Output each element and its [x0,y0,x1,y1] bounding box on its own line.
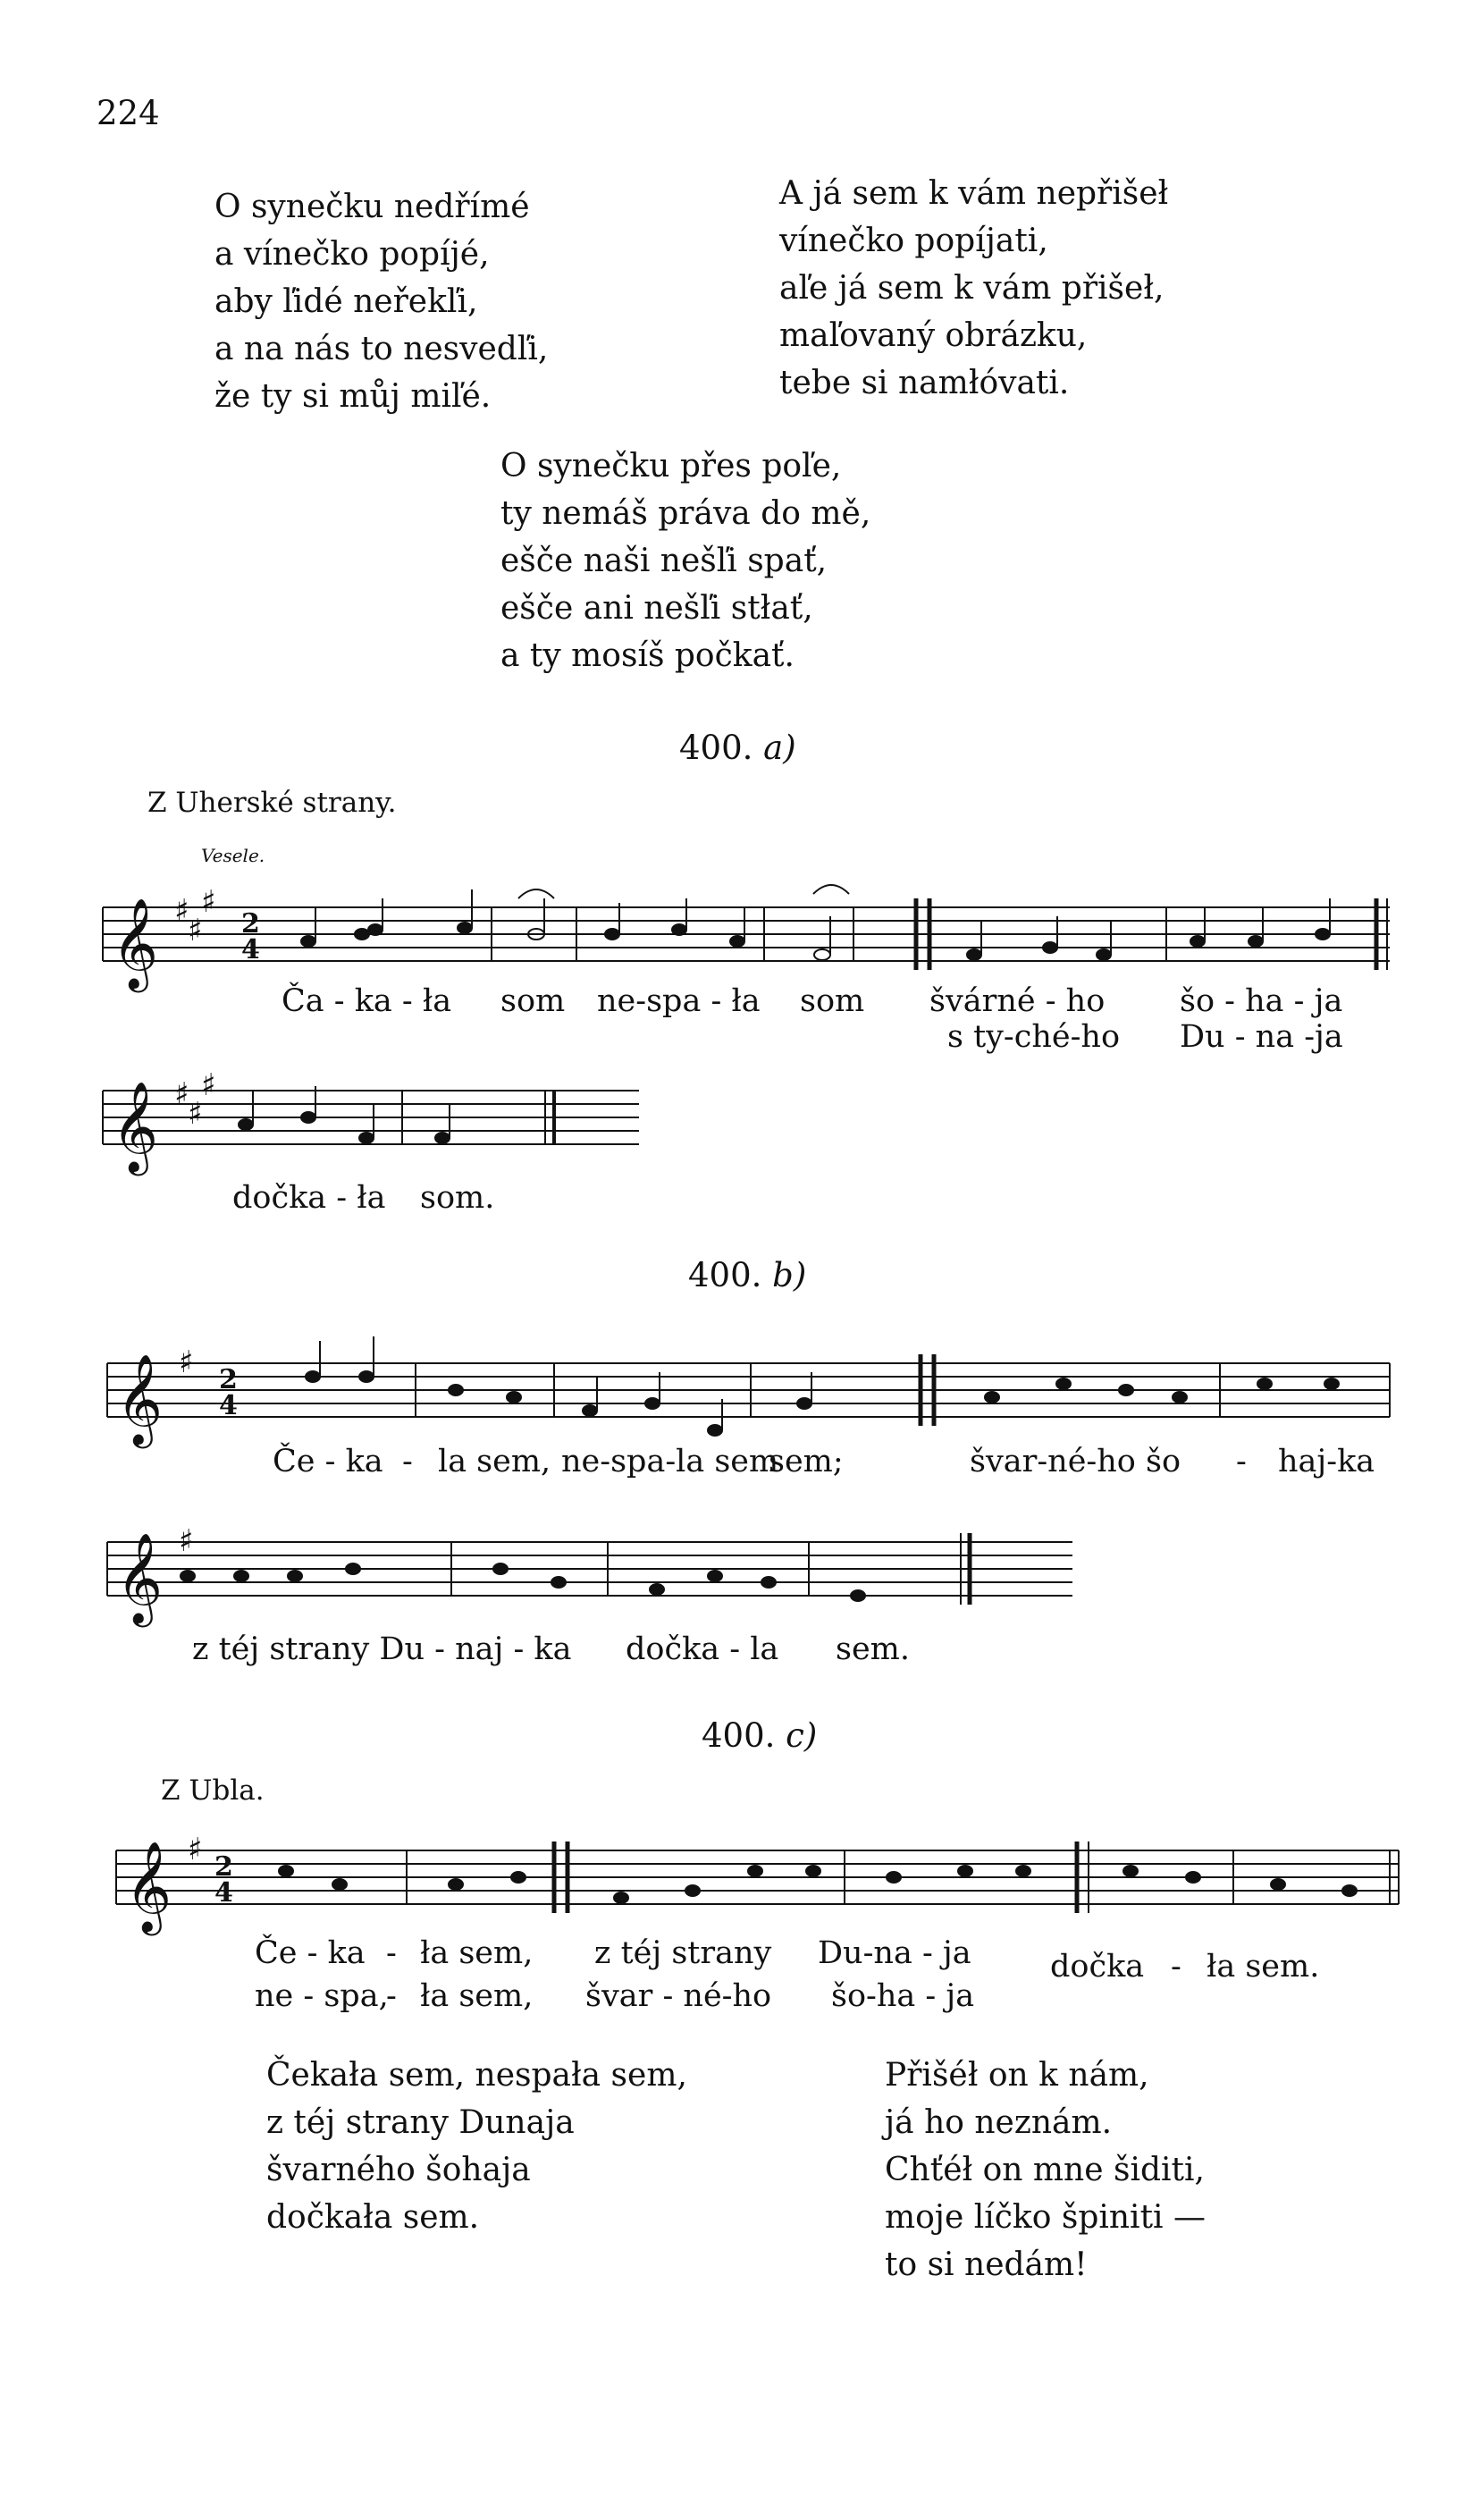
verse-line: ty nemáš práva do mě, [500,495,871,532]
treble-clef-icon: 𝄞 [116,1353,164,1445]
lyric: ne-spa-la sem [561,1444,779,1479]
lyric: som [500,983,566,1019]
verse-line: a ty mosíš počkať. [500,637,795,674]
verse-line: Přišéł on k nám, [885,2057,1149,2094]
song-variant: c) [786,1716,818,1755]
verse-line: A já sem k vám nepřišeł [779,175,1169,212]
verse-line: O synečku nedřímé [214,189,530,225]
sharp-icon: ♯ [188,1096,203,1132]
time-sig-top: 2 [214,1851,233,1883]
song-variant: b) [772,1256,807,1294]
sharp-icon: ♯ [174,893,189,929]
treble-clef-icon: 𝄞 [116,1531,164,1623]
treble-clef-icon: 𝄞 [112,1080,159,1172]
verse-line: aby ľidé neřekľi, [214,283,478,320]
verse-line: a vínečko popíjé, [214,236,490,273]
song-a-tempo: Vesele. [201,845,265,866]
lyric-alt: s ty-ché-ho [947,1019,1121,1055]
lyric: - [386,1935,397,1971]
lyric-alt: Du - na -ja [1180,1019,1343,1055]
lyric: švar-né-ho šo [970,1444,1181,1479]
song-number: 400. [688,1256,762,1294]
staff-a1 [103,898,1390,970]
verse-line: já ho neznám. [885,2104,1113,2141]
staff-b2 [107,1533,1072,1605]
song-c-source: Z Ubla. [161,1774,265,1807]
treble-clef-icon: 𝄞 [112,897,159,989]
page-number: 224 [97,94,160,132]
song-c-heading [702,1716,817,1755]
verse-bottom-right [885,2052,1206,2288]
verse-line: aľe já sem k vám přišeł, [779,270,1165,307]
verse-line: dočkała sem. [266,2199,480,2236]
sharp-icon: ♯ [174,1076,189,1112]
time-sig-top: 2 [241,908,260,940]
lyric: Ča - ka - ła [282,983,452,1019]
song-variant: a) [763,729,796,767]
lyric: z téj strany [594,1935,772,1971]
time-sig-bottom: 4 [241,934,260,965]
lyric: sem; [769,1444,844,1479]
sharp-icon: ♯ [188,1832,203,1867]
lyric: - [386,1978,397,2014]
lyric: švárné - ho [929,983,1106,1019]
lyric: dočka - ła [232,1180,386,1216]
verse-line: maľovaný obrázku, [779,317,1088,354]
verse-line: vínečko popíjati, [779,223,1048,259]
lyric: haj-ka [1278,1444,1375,1479]
time-sig-bottom: 4 [219,1390,238,1421]
time-sig-bottom: 4 [214,1877,233,1909]
verse-line: Chťéł on mne šiditi, [885,2152,1205,2188]
song-b-heading [688,1256,806,1294]
lyric: Če - ka [255,1935,366,1971]
verse-line: ešče ani nešľi stłať, [500,590,813,627]
verse-line: a na nás to nesvedľi, [214,331,549,367]
song-number: 400. [679,729,753,767]
sharp-icon: ♯ [201,1067,216,1103]
lyric: som [800,983,865,1019]
lyric: ne-spa - ła [597,983,761,1019]
lyric: som. [420,1180,495,1216]
lyric: - [1171,1949,1181,1985]
verse-line: moje líčko špiniti — [885,2199,1206,2236]
verse-line: Čekała sem, nespała sem, [266,2057,687,2094]
lyric: la sem, [438,1444,551,1479]
staff-b1 [107,1354,1390,1426]
verse-line: tebe si namłóvati. [779,365,1070,401]
lyric: - [1236,1444,1247,1479]
lyric: - [402,1444,413,1479]
verse-line: z téj strany Dunaja [266,2104,575,2141]
lyric: šo-ha - ja [831,1978,975,2014]
sharp-icon: ♯ [179,1344,194,1380]
lyric: sem. [836,1631,910,1667]
treble-clef-icon: 𝄞 [125,1840,172,1932]
lyric: šo - ha - ja [1180,983,1343,1019]
verse-line: že ty si můj miľé. [214,378,492,415]
verse-line: O synečku přes poľe, [500,448,842,485]
sharp-icon: ♯ [179,1523,194,1559]
sharp-icon: ♯ [188,913,203,948]
lyric: Če - ka [273,1444,383,1479]
song-number: 400. [702,1716,776,1755]
lyric: z téj strany Du - naj - ka [192,1631,572,1667]
lyric: dočka - la [626,1631,779,1667]
staff-c1 [116,1842,1399,1913]
verse-bottom-left [266,2052,687,2241]
lyric: švar - né-ho [585,1978,772,2014]
lyric: ne - spa, [255,1978,389,2014]
lyric: ła sem. [1207,1949,1320,1985]
lyric: Du-na - ja [818,1935,971,1971]
verse-line: švarného šohaja [266,2152,531,2188]
song-a-source: Z Uherské strany. [147,787,397,819]
lyric: ła sem, [420,1978,534,2014]
verse-line: ešče naši nešľi spať, [500,543,828,579]
verse-line: to si nedám! [885,2246,1088,2283]
time-sig-top: 2 [219,1364,238,1395]
lyric: ła sem, [420,1935,534,1971]
lyric: dočka [1050,1949,1145,1985]
sharp-icon: ♯ [201,884,216,920]
